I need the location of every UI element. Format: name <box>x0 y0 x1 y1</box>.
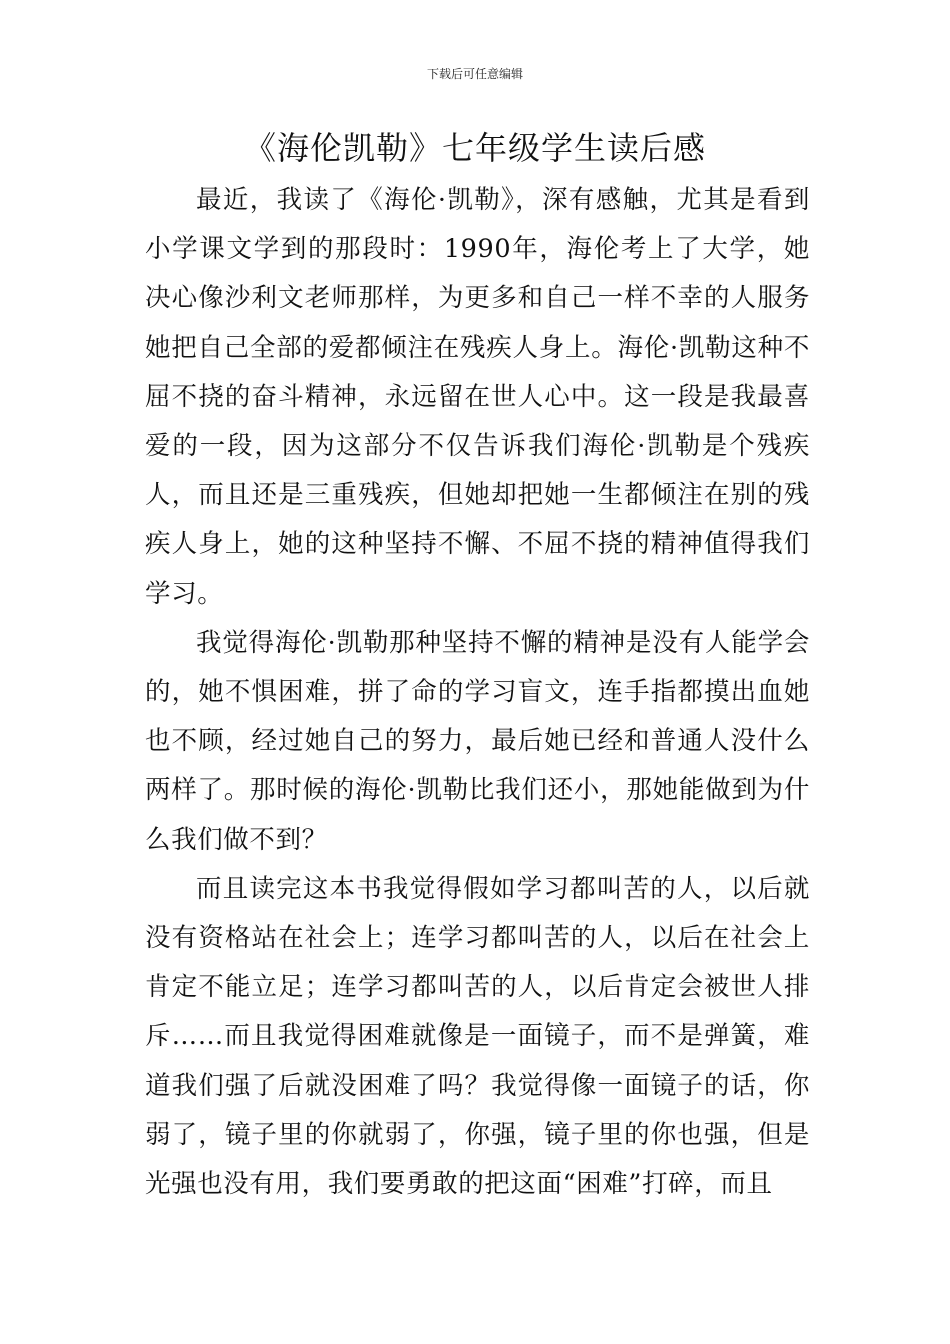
document-title: 《海伦凯勒》七年级学生读后感 <box>243 129 706 167</box>
header-note: 下载后可任意编辑 <box>426 67 523 81</box>
document-body <box>145 176 810 1209</box>
paragraph-3: 而且读完这本书我觉得假如学习都叫苦的人，以后就没有资格站在社会上；连学习都叫苦的人，以后在社会上肯定不能立足；连学习都叫苦的人，以后肯定会被世人排斥……而且我觉得困难就像是一面镜子，而不是弹簧，难道我们强了后就没困难了吗？我觉得像一面镜子的话，你弱了，镜子里的你就弱了，你强，镜子里的你也强，但是光强也没有用，我们要勇敢的把这面“困难”打碎，而且 <box>145 873 810 1200</box>
paragraph-2: 我觉得海伦·凯勒那种坚持不懈的精神是没有人能学会的，她不惧困难，拼了命的学习盲文，连手指都摸出血她也不顾，经过她自己的努力，最后她已经和普通人没什么两样了。那时候的海伦·凯勒比我们还小，那她能做到为什么我们做不到？ <box>145 627 810 855</box>
paragraph-1: 最近，我读了《海伦·凯勒》，深有感触，尤其是看到小学课文学到的那段时：1990年，海伦考上了大学，她决心像沙利文老师那样，为更多和自己一样不幸的人服务她把自己全部的爱都倾注在残疾人身上。海伦·凯勒这种不屈不挠的奋斗精神，永远留在世人心中。这一段是我最喜爱的一段，因为这部分不仅告诉我们海伦·凯勒是个残疾人，而且还是三重残疾，但她却把她一生都倾注在别的残疾人身上，她的这种坚持不懈、不屈不挠的精神值得我们学习。 <box>145 185 810 609</box>
